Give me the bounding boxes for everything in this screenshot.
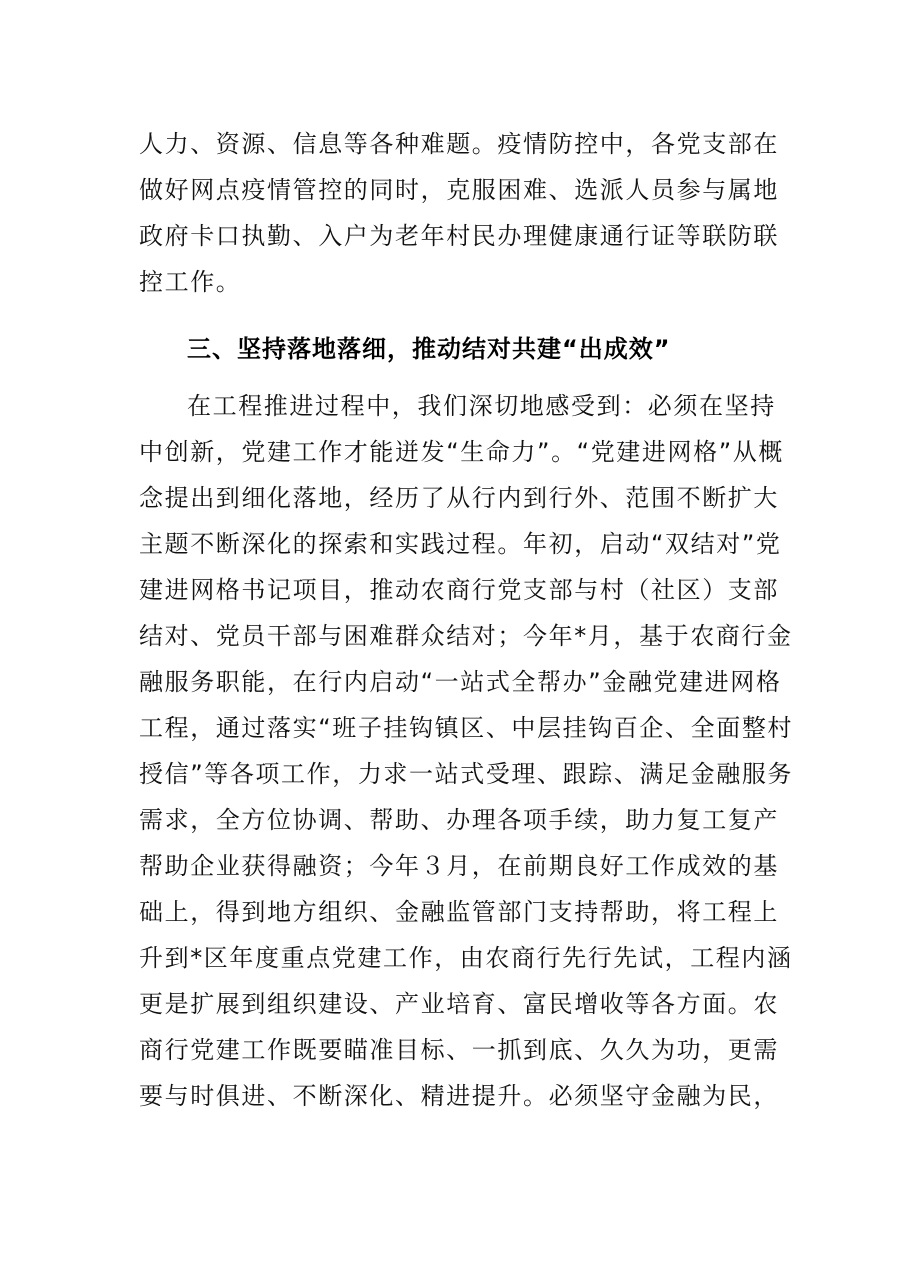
paragraph-2-line-1: 在工程推进过程中，我们深切地感受到：必须在坚持: [187, 392, 776, 420]
section-heading: 三、坚持落地落细，推动结对共建“出成效”: [187, 335, 671, 363]
paragraph-2-line-15: 商行党建工作既要瞄准目标、一抓到底、久久为功，更需: [139, 1036, 779, 1064]
paragraph-2-line-13: 升到*区年度重点党建工作，由农商行先行先试，工程内涵: [139, 944, 793, 972]
paragraph-2-line-2: 中创新，党建工作才能迸发“生命力”。“党建进网格”从概: [139, 438, 784, 466]
paragraph-1-line-4: 控工作。: [139, 268, 242, 296]
paragraph-2-line-6: 结对、党员干部与困难群众结对；今年*月，基于农商行金: [139, 622, 793, 650]
paragraph-2-line-9: 授信”等各项工作，力求一站式受理、跟踪、满足金融服务: [139, 760, 794, 788]
paragraph-2-line-16: 要与时俱进、不断深化、精进提升。必须坚守金融为民，: [139, 1082, 779, 1110]
paragraph-2-line-11: 帮助企业获得融资；今年３月，在前期良好工作成效的基: [139, 852, 779, 880]
paragraph-1-line-1: 人力、资源、信息等各种难题。疫情防控中，各党支部在: [139, 130, 779, 158]
paragraph-2-line-10: 需求，全方位协调、帮助、办理各项手续，助力复工复产: [139, 806, 779, 834]
paragraph-2-line-12: 础上，得到地方组织、金融监管部门支持帮助，将工程上: [139, 898, 779, 926]
paragraph-2-line-14: 更是扩展到组织建设、产业培育、富民增收等各方面。农: [139, 990, 779, 1018]
paragraph-2-line-4: 主题不断深化的探索和实践过程。年初，启动“双结对”党: [139, 530, 782, 558]
paragraph-2-line-3: 念提出到细化落地，经历了从行内到行外、范围不断扩大: [139, 484, 779, 512]
paragraph-2-line-8: 工程，通过落实“班子挂钩镇区、中层挂钩百企、全面整村: [139, 714, 794, 742]
paragraph-2-line-5: 建进网格书记项目，推动农商行党支部与村（社区）支部: [139, 576, 779, 604]
paragraph-2-line-7: 融服务职能，在行内启动“一站式全帮办”金融党建进网格: [139, 668, 782, 696]
paragraph-1-line-2: 做好网点疫情管控的同时，克服困难、选派人员参与属地: [139, 176, 779, 204]
paragraph-1-line-3: 政府卡口执勤、入户为老年村民办理健康通行证等联防联: [139, 222, 779, 250]
